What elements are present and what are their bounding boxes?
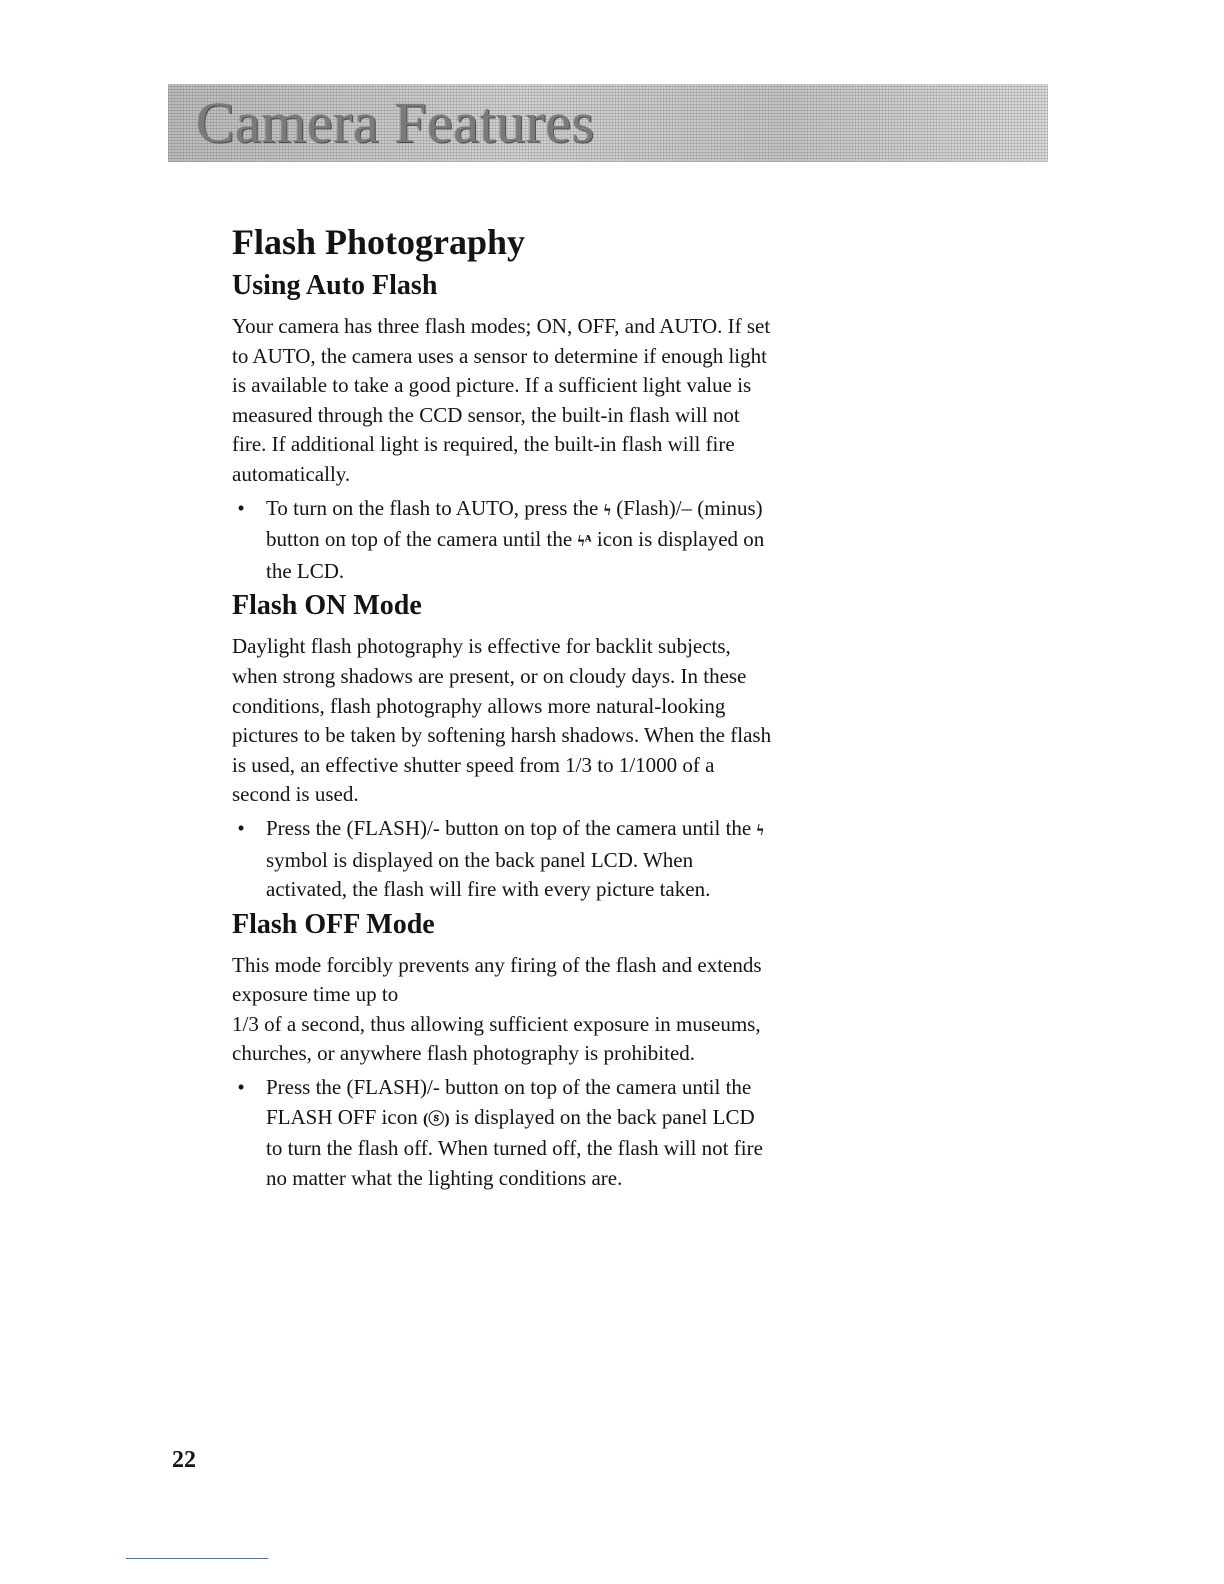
section-heading-flash-off: Flash OFF Mode: [232, 908, 435, 940]
bullet-text: is displayed on the back panel LCD to turn the flash off. When turned off, the flash will not fire no matter what the lighting conditions are.: [266, 1104, 763, 1190]
flash-icon: ϟ: [756, 821, 764, 839]
bullet-dot: •: [237, 815, 245, 840]
flash-auto-icon: ϟᴬ: [577, 533, 592, 551]
bullet-dot: •: [237, 1075, 245, 1100]
chapter-banner: [168, 84, 1048, 162]
bullet-text: symbol is displayed on the back panel LCD. When activated, the flash will fire with every picture taken.: [266, 847, 711, 902]
bullet-auto-flash: [232, 494, 774, 587]
section-body-flash-off-continued: 1/3 of a second, thus allowing sufficient exposure in museums, churches, or anywhere flash photography is prohibited.: [232, 1011, 761, 1066]
bottom-rule: [126, 1558, 268, 1559]
bullet-text: Press the (FLASH)/- button on top of the camera until the: [266, 815, 752, 840]
section-heading-auto-flash: Using Auto Flash: [232, 270, 438, 301]
bullet-flash-on: [232, 814, 774, 905]
section-body-auto-flash: Your camera has three flash modes; ON, OFF, and AUTO. If set to AUTO, the camera uses a sensor to determine if enough light is available to take a good picture. If a sufficient light value is measured through the CCD sensor, the built-in flash will not fire. If additional light is required, the built-in flash will fire automatically.: [232, 314, 771, 486]
bullet-text: icon is displayed on the LCD.: [266, 527, 765, 583]
chapter-title: Camera Features: [196, 90, 595, 155]
page-title: Flash Photography: [232, 222, 526, 262]
flash-icon: ϟ: [603, 501, 611, 519]
section-body-flash-off: This mode forcibly prevents any firing of the flash and extends exposure time up to: [232, 952, 762, 1007]
flash-off-icon: (ⓢ): [422, 1110, 450, 1128]
bullet-text: Press the (FLASH)/- button on top of the camera until the FLASH OFF icon: [266, 1075, 752, 1129]
section-body-flash-on: Daylight flash photography is effective for backlit subjects, when strong shadows are present, or on cloudy days. In these conditions, flash photography allows more natural-looking pictures to be taken by softening harsh shadows. When the flash is used, an effective shutter speed from 1/3 to 1/1000 of a second is used.: [232, 634, 772, 807]
bullet-dot: •: [237, 495, 245, 520]
bullet-text: (Flash)/– (minus) button on top of the camera until the: [266, 495, 763, 552]
page-content: [232, 218, 792, 1193]
bullet-flash-off: [232, 1073, 774, 1193]
section-heading-flash-on: Flash ON Mode: [232, 590, 422, 622]
page-number: 22: [172, 1447, 196, 1473]
bullet-text: To turn on the flash to AUTO, press the: [266, 495, 599, 520]
